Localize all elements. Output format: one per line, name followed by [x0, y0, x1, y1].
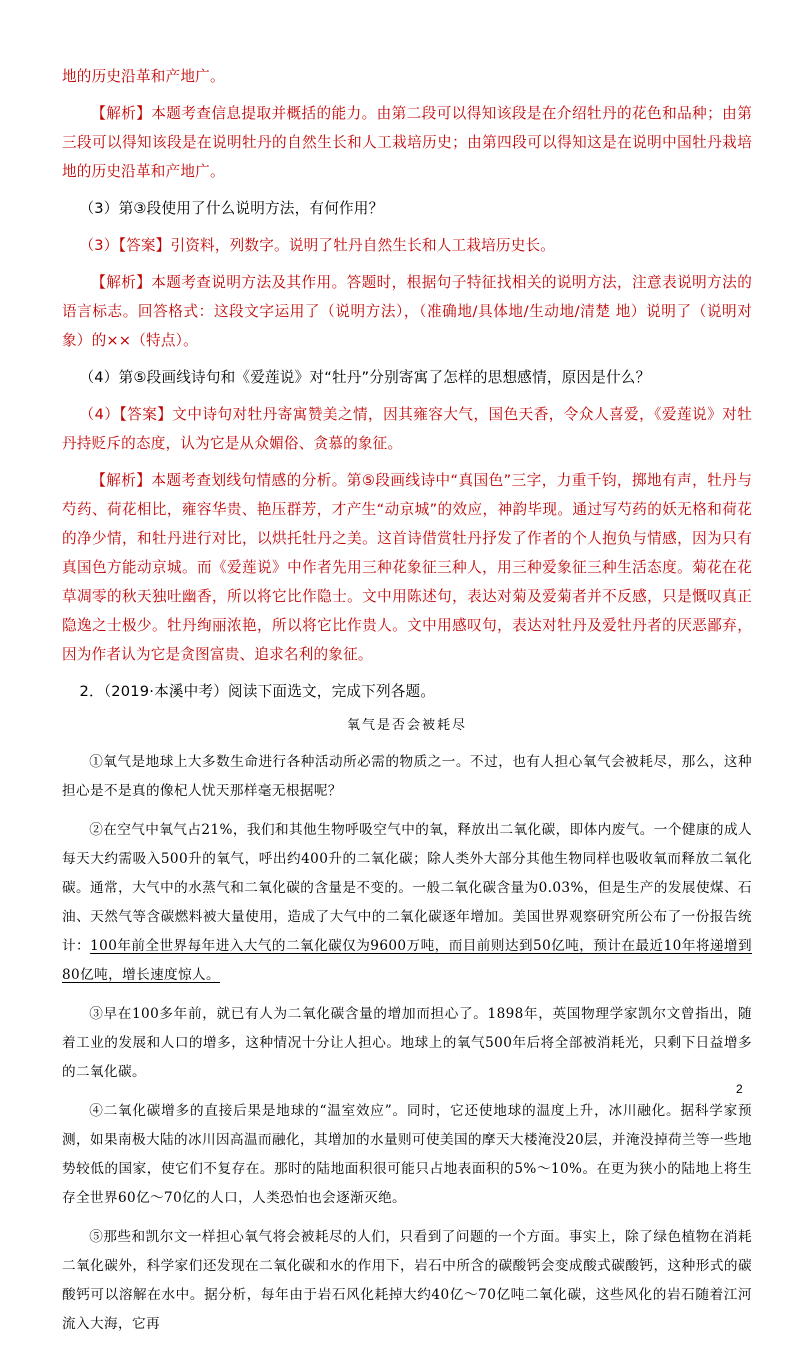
underlined-sentence: 100年前全世界每年进入大气的二氧化碳仅为9600万吨，而目前则达到50亿吨，预计在最近10年将递增到80亿吨，增长速度惊人。: [62, 938, 752, 983]
analysis-4: 【解析】本题考查划线句情感的分析。第⑤段画线诗中“真国色”三字，力重千钧，掷地有声，牡丹与芍药、荷花相比，雍容华贵、艳压群芳，才产生“动京城”的效应，神韵毕现。通过写芍药的妖无格和荷花的净少情，和牡丹进行对比，以烘托牡丹之美。这首诗借赏牡丹抒发了作者的个人抱负与情感，因为只有真国色方能动京城。而《爱莲说》中作者先用三种花象征三种人，用三种爱象征三种生活态度。菊花在花草凋零的秋天独吐幽香，所以将它比作隐士。文中用陈述句，表达对菊及爱菊者并不反感，只是慨叹真正隐逸之士极少。牡丹绚丽浓艳，所以将它比作贵人。文中用感叹句，表达对牡丹及爱牡丹者的厌恶鄙弃，因为作者认为它是贪图富贵、追求名利的象征。: [62, 472, 752, 663]
page-number: 2: [736, 1082, 743, 1096]
article-title: 氧气是否会被耗尽: [346, 718, 467, 733]
analysis-paragraph-2: 【解析】本题考查信息提取并概括的能力。由第二段可以得知该段是在介绍牡丹的花色和品种；由第三段可以得知该段是在说明牡丹的自然生长和人工栽培历史；由第四段可以得知这是在说明中国牡丹栽培地的历史沿革和产地广。: [62, 105, 752, 180]
article-paragraph-1: ①氧气是地球上大多数生命进行各种活动所必需的物质之一。不过，也有人担心氧气会被耗尽，那么，这种担心是不是真的像杞人忧天那样毫无根据呢？: [62, 754, 752, 799]
page-content: [62, 62, 752, 1349]
answer-4: （4）【答案】文中诗句对牡丹寄寓赞美之情，因其雍容大气，国色天香，令众人喜爱，《爱莲说》对牡丹持贬斥的态度，认为它是从众媚俗、贪慕的象征。: [62, 406, 752, 452]
question-2-heading: 2．（2019·本溪中考）阅读下面选文，完成下列各题。: [79, 683, 436, 700]
article-paragraph-2-text: ②在空气中氧气占21%，我们和其他生物呼吸空气中的氧，释放出二氧化碳，即体内废气。一个健康的成人每天大约需吸入500升的氧气，呼出约400升的二氧化碳；除人类外大部分其他生物同样也吸收氧而释放二氧化碳。通常，大气中的水蒸气和二氧化碳的含量是不变的。一般二氧化碳含量为0.03%，但是生产的发展使煤、石油、天然气等含碳燃料被大量使用，造成了大气中的二氧化碳逐年增加。美国世界观察研究所公布了一份报告统计：: [62, 822, 752, 954]
article-paragraph-5: ⑤那些和凯尔文一样担心氧气将会被耗尽的人们，只看到了问题的一个方面。事实上，除了绿色植物在消耗二氧化碳外，科学家们还发现在二氧化碳和水的作用下，岩石中所含的碳酸钙会变成酸式碳酸钙，这种形式的碳酸钙可以溶解在水中。据分析，每年由于岩石风化耗掉大约40亿～70亿吨二氧化碳，这些风化的岩石随着江河流入大海，它再: [62, 1229, 752, 1332]
answer-continuation: 地的历史沿革和产地广。: [62, 68, 225, 85]
article-paragraph-4: ④二氧化碳增多的直接后果是地球的“温室效应”。同时，它还使地球的温度上升，冰川融化。据科学家预测，如果南极大陆的冰川因高温而融化，其增加的水量则可使美国的摩天大楼淹没20层，并淹没掉荷兰等一些地势较低的国家，使它们不复存在。那时的陆地面积很可能只占地表面积的5%～10%。在更为狭小的陆地上将生存全世界60亿～70亿的人口，人类恐怕也会逐渐灭绝。: [62, 1103, 752, 1206]
question-4: （4）第⑤段画线诗句和《爱莲说》对“牡丹”分别寄寓了怎样的思想感情，原因是什么？: [79, 369, 651, 386]
article-paragraph-2: [62, 816, 752, 990]
article-paragraph-3: ③早在100多年前，就已有人为二氧化碳含量的增加而担心了。1898年，英国物理学家凯尔文曾指出，随着工业的发展和人口的增多，这种情况十分让人担心。地球上的氧气500年后将全部被消耗光，只剩下日益增多的二氧化碳。: [62, 1006, 752, 1080]
answer-3: （3）【答案】引资料，列数字。说明了牡丹自然生长和人工栽培历史长。: [79, 237, 556, 254]
analysis-3: 【解析】本题考查说明方法及其作用。答题时，根据句子特征找相关的说明方法，注意表说明方法的语言标志。回答格式：这段文字运用了（说明方法），（准确地/具体地/生动地/清楚 地）说明了（说明对象）的××（特点）。: [62, 274, 752, 349]
question-3: （3）第③段使用了什么说明方法，有何作用？: [79, 200, 384, 217]
